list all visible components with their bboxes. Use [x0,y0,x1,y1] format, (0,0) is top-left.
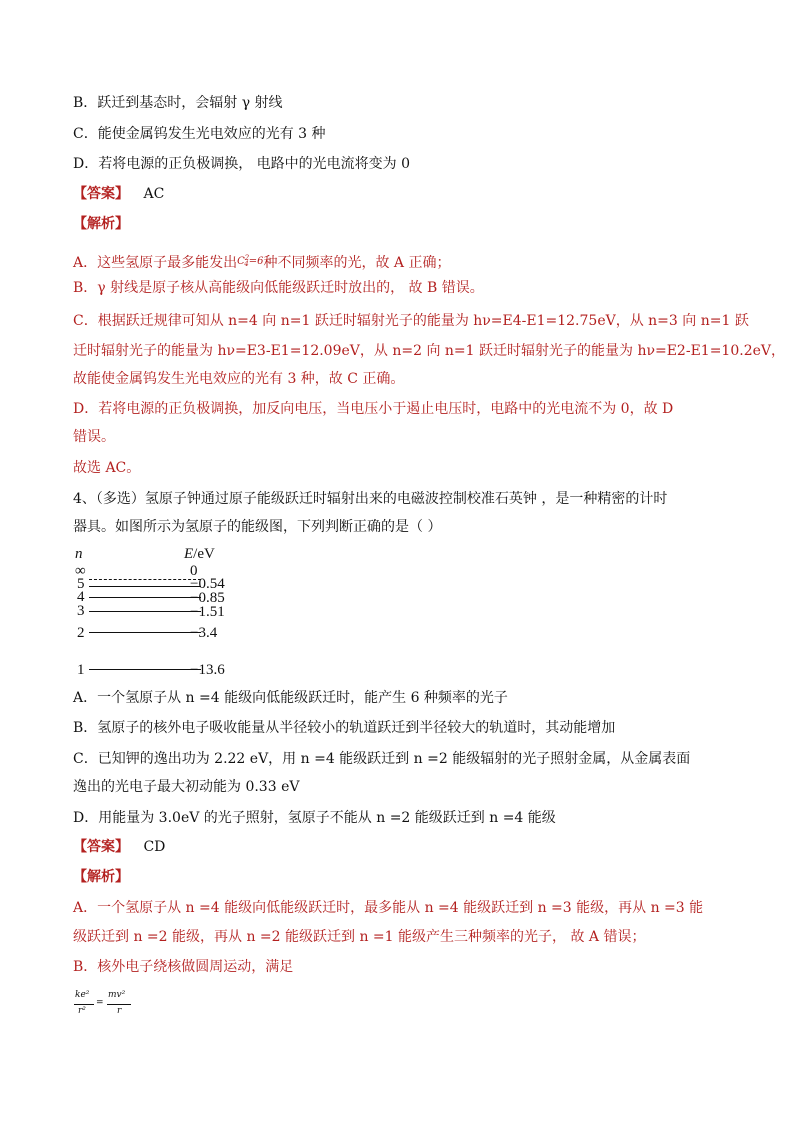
analysis-label: 【解析】 [73,869,129,885]
prev-conclusion: 故选 AC。 [73,460,141,476]
level-e-infinity: 0 [190,563,198,579]
level-n-infinity: ∞ [75,563,86,579]
q4-option-a: A．一个氢原子从 n =4 能级向低能级跃迁时，能产生 6 种频率的光子 [73,690,508,706]
answer-value: AC [143,186,165,202]
analysis-label: 【解析】 [73,216,129,232]
energy-unit: /eV [193,546,215,562]
prev-analysis-c-line2: 迁时辐射光子的能量为 hν=E3-E1=12.09eV，从 n=2 向 n=1 跃迁时辐射光子的能量为 hν=E2-E1=10.2eV， [73,343,785,359]
level-n-1: 1 [77,662,85,678]
prev-analysis-d-line1: D．若将电源的正负极调换，加反向电压，当电压小于遏止电压时，电路中的光电流不为 0，故 D [73,401,674,417]
energy-symbol: E [184,546,194,562]
prev-analysis-b: B．γ 射线是原子核从高能级向低能级跃迁时放出的， 故 B 错误。 [73,280,484,296]
level-e-1: −13.6 [190,662,225,678]
answer-value: CD [143,839,166,855]
formula-lhs-bar [74,1004,94,1005]
formula-lhs-denominator: r² [78,1006,86,1016]
formula-rhs-numerator: mv² [108,990,126,1000]
q4-analysis-a-line1: A．一个氢原子从 n =4 能级向低能级跃迁时，最多能从 n =4 能级跃迁到 n =3 能级，再从 n =3 能 [73,900,704,916]
level-n-5: 5 [77,576,85,592]
energy-level-diagram [73,545,253,680]
level-e-5: −0.54 [190,576,225,592]
formula-lhs-numerator: ke² [75,990,90,1000]
level-line-infinity [89,579,201,580]
level-line-1 [89,669,201,670]
level-n-3: 3 [77,603,85,619]
prev-option-b: B．跃迁到基态时，会辐射 γ 射线 [73,95,283,111]
formula-rhs-denominator: r [117,1006,122,1016]
level-line-2 [89,632,201,633]
diagram-energy-label [184,547,215,561]
level-line-5 [89,586,201,587]
q4-stem-line2: 器具。如图所示为氢原子的能级图，下列判断正确的是（ ） [73,519,442,535]
prev-analysis-d-line2: 错误。 [73,429,115,445]
q4-analysis-a-line2: 级跃迁到 n =2 能级，再从 n =2 能级跃迁到 n =1 能级产生三种频率的光子， 故 A 错误； [73,929,646,945]
q4-answer-row [73,837,165,857]
formula-equals: = [96,998,104,1008]
q4-option-b: B．氢原子的核外电子吸收能量从半径较小的轨道跃迁到半径较大的轨道时，其动能增加 [73,720,616,736]
level-e-2: −3.4 [190,625,218,641]
answer-label: 【答案】 [73,839,129,855]
q4-option-c-line2: 逸出的光电子最大初动能为 0.33 eV [73,779,300,795]
prev-analysis-a [73,248,450,274]
level-e-3: −1.51 [190,604,225,620]
prev-answer-row [73,184,164,204]
q4-analysis-b: B．核外电子绕核做圆周运动，满足 [73,959,294,975]
analysis-a-suffix: 种不同频率的光，故 A 正确； [263,255,451,271]
prev-option-c: C．能使金属钨发生光电效应的光有 3 种 [73,126,326,142]
formula-rhs-bar [107,1004,131,1005]
level-e-4: −0.85 [190,590,225,606]
q4-stem-line1: 4、（多选）氢原子钟通过原子能级跃迁时辐射出来的电磁波控制校准石英钟 ，是一种精密的计时 [73,491,668,507]
prev-option-d: D．若将电源的正负极调换， 电路中的光电流将变为 0 [73,156,411,172]
analysis-a-prefix: A．这些氢原子最多能发出 [73,255,238,271]
answer-label: 【答案】 [73,186,129,202]
diagram-n-label: n [75,546,83,562]
coulomb-centripetal-formula [73,988,143,1024]
prev-analysis-c-line1: C．根据跃迁规律可知从 n=4 向 n=1 跃迁时辐射光子的能量为 hν=E4-E1=12.75eV，从 n=3 向 n=1 跃 [73,313,749,329]
q4-option-c-line1: C．已知钾的逸出功为 2.22 eV，用 n =4 能级跃迁到 n =2 能级辐射的光子照射金属，从金属表面 [73,751,691,767]
prev-analysis-c-line3: 故能使金属钨发生光电效应的光有 3 种，故 C 正确。 [73,371,405,387]
level-line-3 [89,611,201,612]
level-n-4: 4 [77,589,85,605]
q4-option-d: D．用能量为 3.0eV 的光子照射，氢原子不能从 n =2 能级跃迁到 n =4 能级 [73,810,556,826]
level-n-2: 2 [77,625,85,641]
combination-formula: C24=6 [237,254,264,268]
level-line-4 [89,597,201,598]
